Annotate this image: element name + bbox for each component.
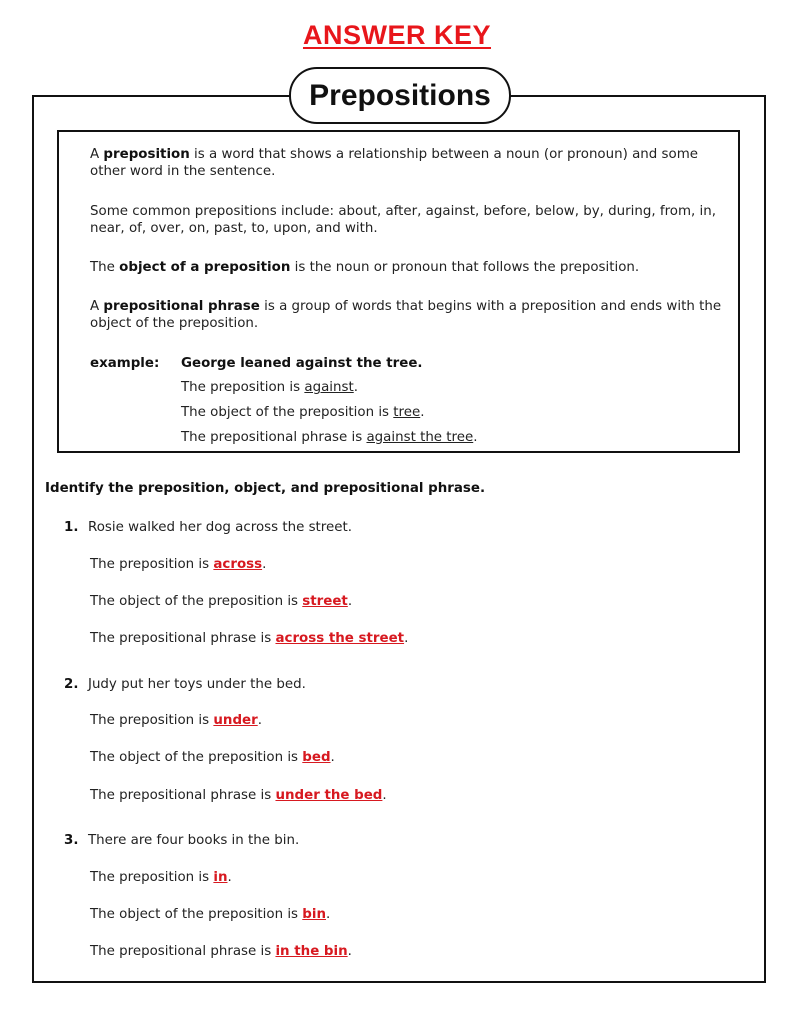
text: .: [404, 631, 409, 646]
example-label: example:: [90, 356, 160, 371]
question-number: 1.: [64, 520, 79, 535]
text: The prepositional phrase is: [181, 430, 367, 445]
answer: across the street: [275, 631, 405, 646]
text: The preposition is: [181, 380, 305, 395]
example-line: [181, 429, 478, 446]
text: The preposition is: [90, 713, 214, 728]
text: .: [382, 788, 387, 803]
answer: in: [213, 870, 228, 885]
common-prepositions: [90, 203, 716, 237]
text: .: [257, 713, 262, 728]
text: .: [473, 430, 478, 445]
text: The preposition is: [90, 870, 214, 885]
definition-preposition: [90, 146, 698, 180]
answer: against the tree: [366, 430, 474, 445]
text: .: [420, 405, 425, 420]
text: The object of the preposition is: [90, 594, 303, 609]
text: The object of the preposition is: [90, 750, 303, 765]
answer-line: [90, 630, 408, 647]
answer-line: [90, 869, 232, 886]
text: is a group of words that begins with a preposition and ends with the: [259, 299, 722, 314]
example-line: [181, 404, 425, 421]
example-sentence: George leaned against the tree.: [181, 356, 423, 371]
answer: in the bin: [275, 944, 348, 959]
answer-line: [90, 556, 266, 573]
text: The prepositional phrase is: [90, 631, 276, 646]
definition-object: [90, 259, 639, 276]
answer: street: [302, 594, 348, 609]
answer-line: [90, 712, 262, 729]
text: A: [90, 299, 104, 314]
text: .: [347, 594, 353, 609]
text: .: [353, 380, 358, 395]
text: The preposition is: [90, 557, 214, 572]
text: is the noun or pronoun that follows the preposition.: [290, 260, 640, 275]
answer: across: [213, 557, 263, 572]
question-sentence: There are four books in the bin.: [88, 833, 300, 848]
answer: against: [304, 380, 354, 395]
answer: bin: [302, 907, 326, 922]
text: .: [227, 870, 232, 885]
answer-line: [90, 943, 352, 960]
text: object of the preposition.: [90, 316, 259, 331]
answer-line: [90, 593, 352, 610]
answer: under the bed: [275, 788, 383, 803]
text: .: [326, 907, 331, 922]
text: .: [347, 944, 352, 959]
text: The prepositional phrase is: [90, 944, 276, 959]
question-number: 2.: [64, 677, 79, 692]
instructions: Identify the preposition, object, and prepositional phrase.: [45, 481, 486, 496]
text: The prepositional phrase is: [90, 788, 276, 803]
question-sentence: Rosie walked her dog across the street.: [88, 520, 353, 535]
term: prepositional phrase: [103, 299, 260, 314]
answer-key-heading: ANSWER KEY: [302, 20, 491, 50]
answer: tree: [393, 405, 421, 420]
text: Some common prepositions include: about, after, against, before, below, by, during, from, in,: [90, 204, 717, 219]
question-number: 3.: [64, 833, 79, 848]
text: other word in the sentence.: [90, 164, 276, 179]
definition-phrase: [90, 298, 721, 332]
text: The: [90, 260, 120, 275]
text: A: [90, 147, 104, 162]
text: The object of the preposition is: [181, 405, 394, 420]
page-title: Prepositions: [289, 67, 511, 124]
term: preposition: [103, 147, 190, 162]
example-line: [181, 379, 358, 396]
text: The object of the preposition is: [90, 907, 303, 922]
question-sentence: Judy put her toys under the bed.: [88, 677, 306, 692]
answer-line: [90, 906, 330, 923]
text: near, of, over, on, past, to, upon, and with.: [90, 221, 378, 236]
text: is a word that shows a relationship between a noun (or pronoun) and some: [189, 147, 698, 162]
answer: bed: [302, 750, 331, 765]
answer-line: [90, 787, 387, 804]
text: .: [330, 750, 335, 765]
answer-line: [90, 749, 335, 766]
answer: under: [213, 713, 258, 728]
text: .: [262, 557, 267, 572]
term: object of a preposition: [119, 260, 291, 275]
